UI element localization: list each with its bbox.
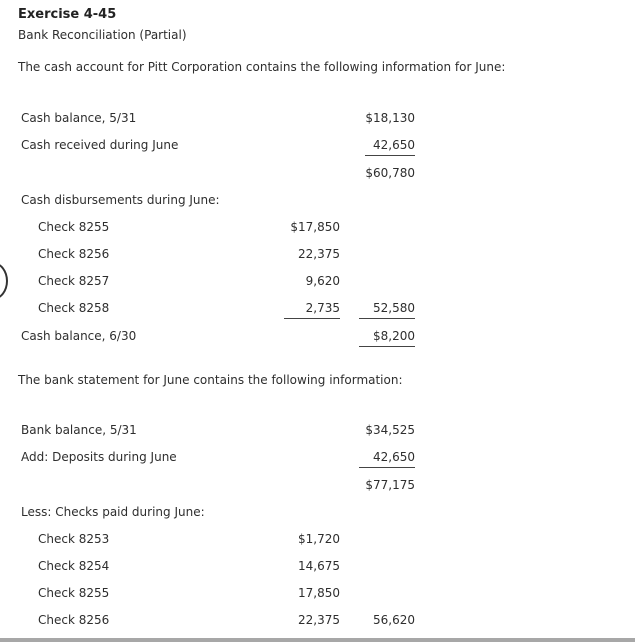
cash-check-label: Check 8256: [38, 247, 110, 261]
exercise-subtitle: Bank Reconciliation (Partial): [18, 28, 187, 42]
cash-balance-start-value: $18,130: [365, 111, 415, 125]
navigation-arrow-icon[interactable]: [0, 262, 8, 300]
cash-received-label: Cash received during June: [21, 138, 179, 152]
bank-check-amount: 17,850: [298, 586, 340, 600]
intro-text: The cash account for Pitt Corporation contains the following information for June:: [18, 60, 506, 74]
cash-check-label: Check 8255: [38, 220, 110, 234]
cash-check-amount: $17,850: [290, 220, 340, 234]
cash-disbursements-total: 52,580: [359, 301, 415, 319]
bank-check-label: Check 8254: [38, 559, 110, 573]
bank-subtotal-value: $77,175: [365, 478, 415, 492]
cash-check-amount: 2,735: [284, 301, 340, 319]
cash-check-amount: 9,620: [305, 274, 340, 288]
bank-check-label: Check 8256: [38, 613, 110, 627]
cash-disbursements-label: Cash disbursements during June:: [21, 193, 220, 207]
bank-check-amount: 22,375: [298, 613, 340, 627]
bank-balance-start-value: $34,525: [365, 423, 415, 437]
horizontal-scrollbar[interactable]: [0, 638, 635, 642]
cash-subtotal-value: $60,780: [365, 166, 415, 180]
cash-balance-end-value: $8,200: [359, 329, 415, 347]
bank-checks-paid-label: Less: Checks paid during June:: [21, 505, 205, 519]
cash-balance-start-label: Cash balance, 5/31: [21, 111, 137, 125]
bank-deposits-label: Add: Deposits during June: [21, 450, 177, 464]
cash-check-amount: 22,375: [298, 247, 340, 261]
bank-checks-paid-total: 56,620: [373, 613, 415, 627]
bank-check-label: Check 8253: [38, 532, 110, 546]
bank-balance-start-label: Bank balance, 5/31: [21, 423, 137, 437]
bank-check-amount: $1,720: [298, 532, 340, 546]
bank-check-amount: 14,675: [298, 559, 340, 573]
cash-check-label: Check 8257: [38, 274, 110, 288]
bank-check-label: Check 8255: [38, 586, 110, 600]
cash-balance-end-label: Cash balance, 6/30: [21, 329, 137, 343]
bank-deposits-value: 42,650: [359, 450, 415, 468]
cash-received-value: 42,650: [365, 138, 415, 156]
cash-check-label: Check 8258: [38, 301, 110, 315]
bank-intro-text: The bank statement for June contains the following information:: [18, 373, 403, 387]
exercise-title: Exercise 4-45: [18, 7, 117, 22]
